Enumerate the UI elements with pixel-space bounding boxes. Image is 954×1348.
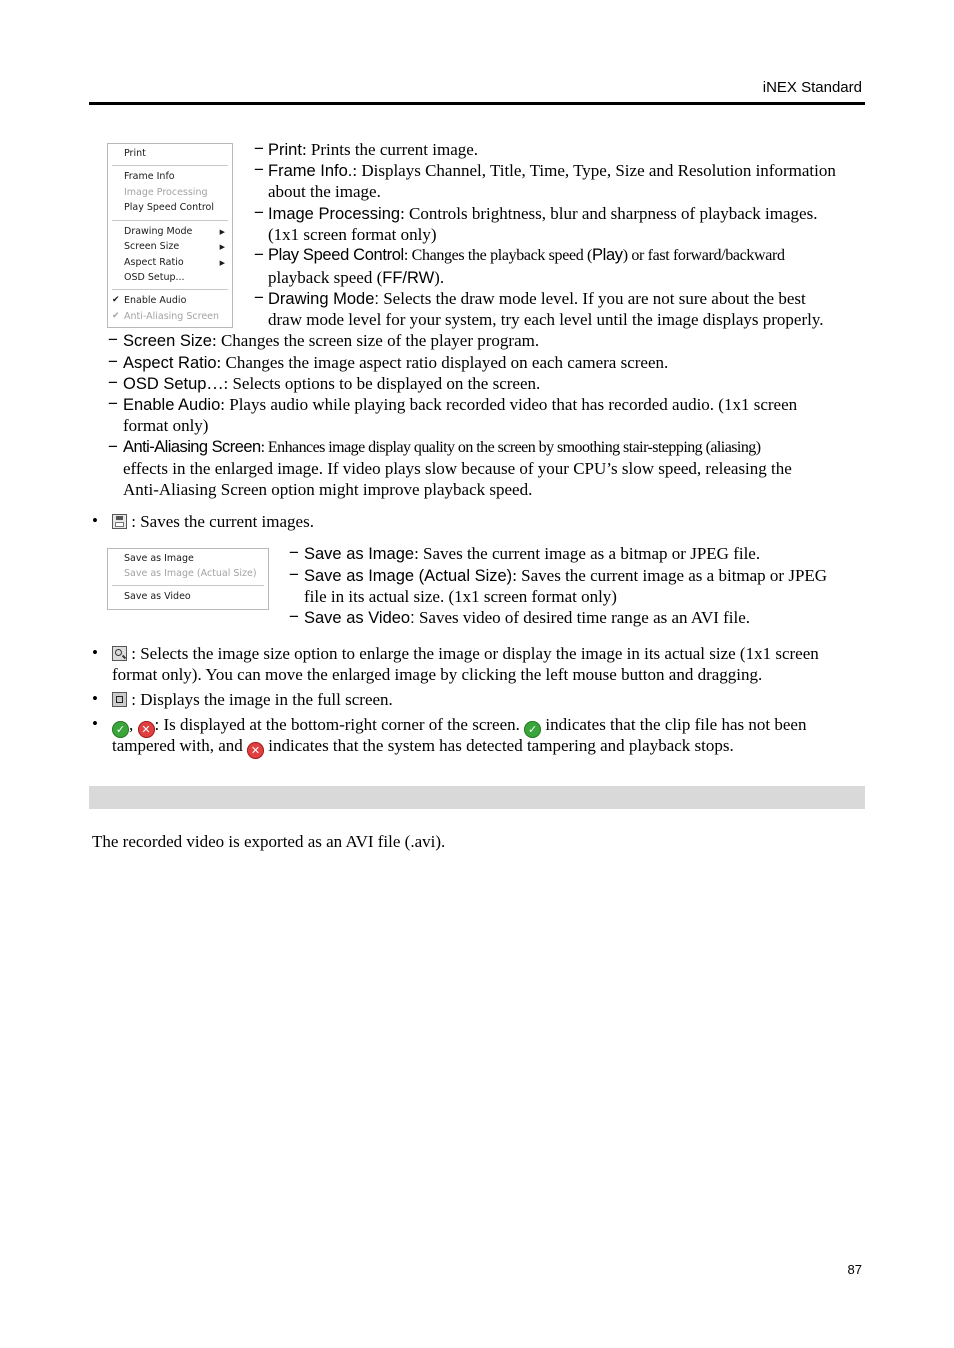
tamper-x-icon: ✕ [138, 721, 155, 738]
export-text: The recorded video is exported as an AVI file (.avi). [92, 832, 446, 851]
desc-anti-aliasing: Anti-Aliasing Screen: Enhances image display quality on the screen by smoothing stair-stepping (aliasing) [123, 438, 761, 456]
tamper-bullet-text: ✓ , ✕ : Is displayed at the bottom-right corner of the screen. ✓ indicates that the clip file has not been [112, 714, 806, 738]
menu-item-enable-audio: Enable Audio [124, 295, 187, 306]
dash: − [108, 394, 118, 413]
desc-print: Print: Prints the current image. [268, 140, 479, 159]
menu-separator [112, 220, 228, 221]
dash: − [254, 160, 264, 179]
dash: − [254, 203, 264, 222]
dash: − [289, 607, 299, 626]
menu-item-drawing-mode: Drawing Mode [124, 226, 193, 237]
menu-item-osd-setup: OSD Setup... [124, 272, 185, 283]
section-heading-bar [89, 786, 865, 809]
menu-separator [112, 585, 264, 586]
save-icon [112, 514, 127, 529]
menu-separator [112, 289, 228, 290]
menu-item-print: Print [124, 148, 146, 159]
desc-image-processing: Image Processing: Controls brightness, blur and sharpness of playback images. [268, 204, 818, 223]
dash: − [254, 288, 264, 307]
menu-item-frame-info: Frame Info [124, 171, 175, 182]
desc-image-processing-cont: (1x1 screen format only) [268, 225, 437, 244]
context-menu-image [107, 143, 233, 328]
check-ok-icon: ✓ [524, 721, 541, 738]
desc-enable-audio: Enable Audio: Plays audio while playing back recorded video that has recorded audio. (1x1 screen [123, 395, 798, 414]
check-icon: ✔ [112, 311, 120, 321]
desc-play-speed: Play Speed Control: Changes the playback speed (Play) or fast forward/backward [268, 246, 785, 264]
dash: − [108, 330, 118, 349]
dash: − [108, 352, 118, 371]
desc-save-actual: Save as Image (Actual Size): Saves the current image as a bitmap or JPEG [304, 566, 828, 585]
desc-aspect-ratio: Aspect Ratio: Changes the image aspect ratio displayed on each camera screen. [123, 353, 669, 372]
check-ok-icon: ✓ [112, 721, 129, 738]
dash: − [108, 437, 118, 456]
bullet: • [92, 714, 98, 733]
dash: − [108, 373, 118, 392]
desc-save-actual-cont: file in its actual size. (1x1 screen format only) [304, 587, 617, 606]
menu-item-play-speed-control: Play Speed Control [124, 202, 214, 213]
menu-item-screen-size: Screen Size [124, 241, 180, 252]
zoom-bullet-text: : Selects the image size option to enlarge the image or display the image in its actual size (1x1 screen [112, 643, 819, 664]
desc-anti-aliasing-cont: effects in the enlarged image. If video plays slow because of your CPU’s slow speed, releasing the [123, 459, 792, 478]
page-number: 87 [847, 1262, 862, 1277]
desc-save-as-video: Save as Video: Saves video of desired time range as an AVI file. [304, 608, 751, 627]
desc-frame-info-cont: about the image. [268, 182, 381, 201]
tamper-bullet-cont: tampered with, and ✕ indicates that the system has detected tampering and playback stops. [112, 736, 734, 757]
menu-item-save-as-video: Save as Video [124, 591, 191, 602]
tamper-x-icon: ✕ [247, 742, 264, 759]
dash: − [254, 245, 264, 264]
desc-screen-size: Screen Size: Changes the screen size of the player program. [123, 331, 540, 350]
dash: − [254, 139, 264, 158]
dash: − [289, 565, 299, 584]
desc-anti-aliasing-cont2: Anti-Aliasing Screen option might improve playback speed. [123, 480, 533, 499]
desc-enable-audio-cont: format only) [123, 416, 209, 435]
zoom-bullet-cont: format only). You can move the enlarged image by clicking the left mouse button and dragging. [112, 665, 763, 684]
menu-item-save-as-image-actual: Save as Image (Actual Size) [124, 568, 257, 579]
menu-item-image-processing: Image Processing [124, 187, 208, 198]
submenu-arrow-icon: ▶ [219, 228, 225, 236]
menu-separator [112, 165, 228, 166]
fullscreen-icon [112, 692, 127, 707]
zoom-icon [112, 646, 127, 661]
submenu-arrow-icon: ▶ [219, 243, 225, 251]
desc-osd-setup: OSD Setup…: Selects options to be displayed on the screen. [123, 374, 541, 393]
desc-save-as-image: Save as Image: Saves the current image as a bitmap or JPEG file. [304, 544, 761, 563]
desc-play-speed-cont: playback speed (FF/RW). [268, 268, 445, 287]
menu-item-save-as-image: Save as Image [124, 553, 194, 564]
desc-drawing-mode-cont: draw mode level for your system, try each level until the image displays properly. [268, 310, 824, 329]
header-title: iNEX Standard [762, 79, 862, 96]
save-bullet-text: : Saves the current images. [112, 511, 314, 532]
header-rule [89, 102, 865, 105]
bullet: • [92, 689, 98, 708]
submenu-arrow-icon: ▶ [219, 259, 225, 267]
menu-item-anti-aliasing-screen: Anti-Aliasing Screen [124, 311, 220, 322]
check-icon: ✔ [112, 295, 120, 305]
desc-drawing-mode: Drawing Mode: Selects the draw mode level. If you are not sure about the best [268, 289, 806, 308]
desc-frame-info: Frame Info.: Displays Channel, Title, Time, Type, Size and Resolution information [268, 161, 836, 180]
bullet: • [92, 511, 98, 530]
bullet: • [92, 643, 98, 662]
menu-item-aspect-ratio: Aspect Ratio [124, 257, 184, 268]
dash: − [289, 543, 299, 562]
fullscreen-bullet-text: : Displays the image in the full screen. [112, 689, 393, 710]
save-menu-image [107, 548, 269, 610]
